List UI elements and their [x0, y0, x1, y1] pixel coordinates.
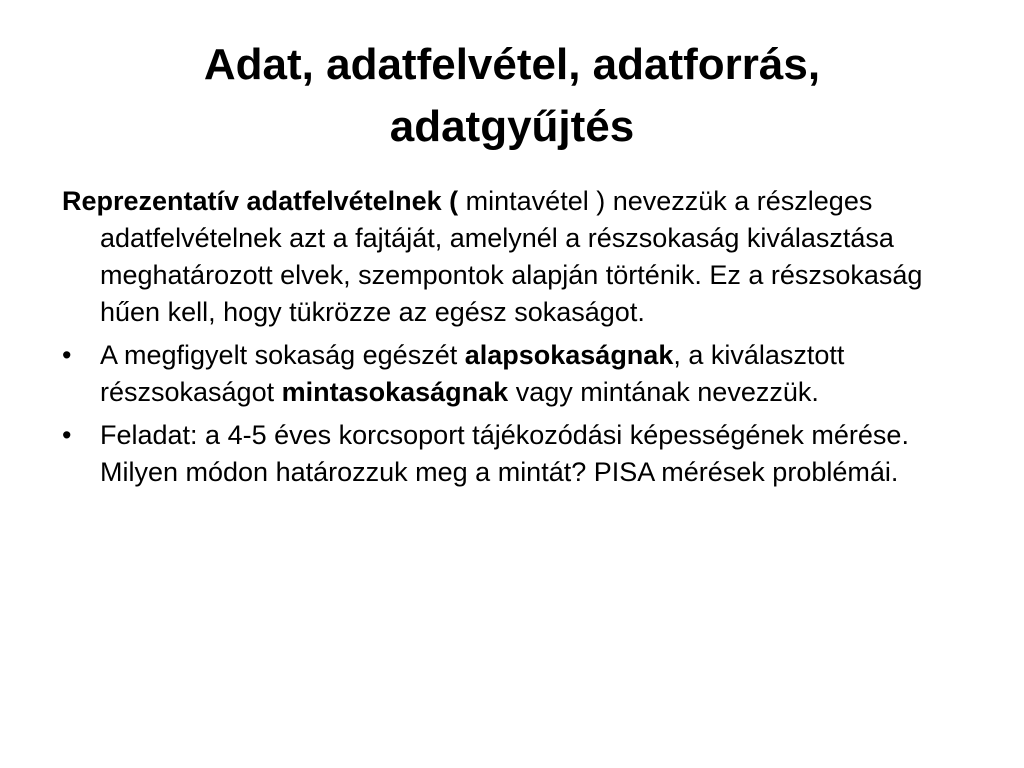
bullet-1-text-a: A megfigyelt sokaság egészét	[100, 340, 465, 370]
bullet-1-text-b: , a kiválasztott részsokaságot	[100, 340, 845, 407]
bullet-icon: •	[62, 340, 72, 370]
bullet-icon: •	[62, 420, 72, 450]
definition-paragraph	[62, 183, 972, 331]
bullet-2-text: Feladat: a 4-5 éves korcsoport tájékozódási képességének mérése. Milyen módon határozzuk meg a mintát? PISA mérések problémái.	[100, 420, 909, 487]
bullet-1-term-b: mintasokaságnak	[281, 377, 509, 407]
definition-text: mintavétel ) nevezzük a részleges adatfelvételnek azt a fajtáját, amelynél a részsokaság kiválasztása meghatározott elvek, szempontok alapján történik. Ez a részsokaság hűen kell, hogy tükrözze az egész sokaságot.	[100, 186, 923, 327]
bullet-1-text-c: vagy mintának nevezzük.	[508, 377, 819, 407]
slide-body	[62, 183, 972, 497]
bullet-1-term-a: alapsokaságnak	[464, 340, 674, 370]
bullet-item-1	[62, 337, 972, 411]
title-line-1: Adat, adatfelvétel, adatforrás,	[203, 40, 821, 89]
title-line-2: adatgyűjtés	[389, 102, 635, 151]
definition-term: Reprezentatív adatfelvételnek (	[62, 186, 466, 216]
bullet-item-2	[62, 417, 972, 491]
slide-title	[60, 34, 964, 158]
